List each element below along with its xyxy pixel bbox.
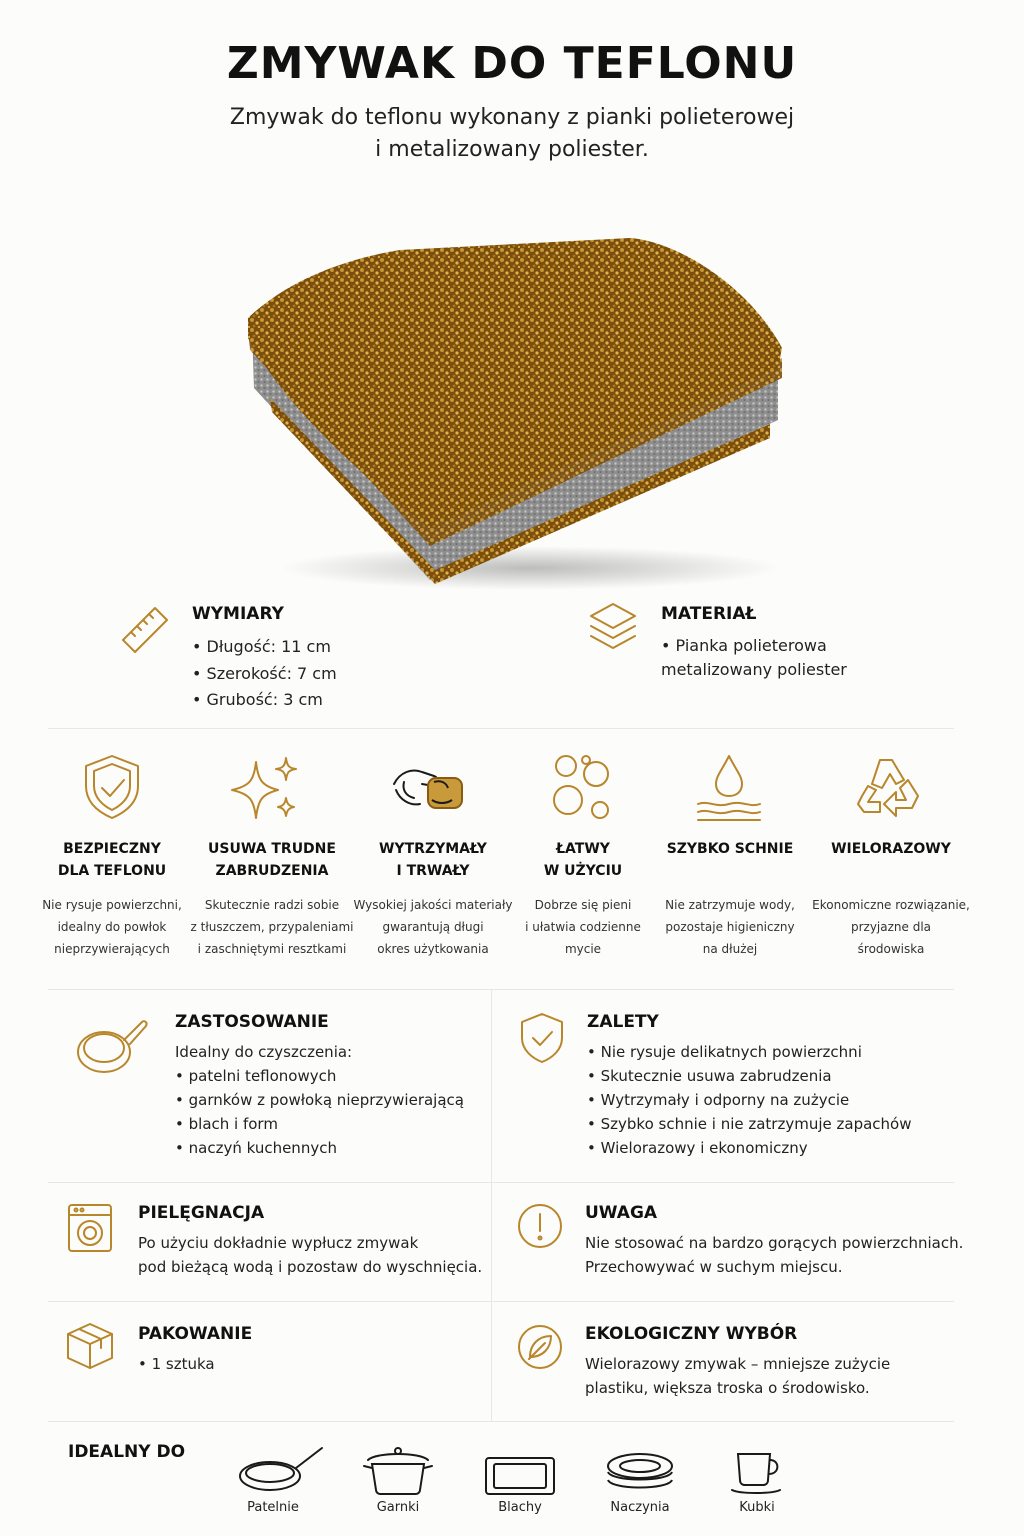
bubbles-icon — [548, 752, 618, 824]
advantages-title: ZALETY — [587, 1012, 659, 1032]
ideal-item-label: Patelnie — [247, 1500, 299, 1515]
eco-title: EKOLOGICZNY WYBÓR — [585, 1324, 798, 1344]
hand-sponge-icon — [390, 760, 468, 820]
feature-durable: WYTRZYMAŁY I TRWAŁY Wysokiej jakości materiały gwarantują długi okres użytkowania — [353, 841, 513, 956]
ideal-item-label: Blachy — [498, 1500, 542, 1515]
dimension-item: • Długość: 11 cm — [192, 634, 337, 661]
recycle-icon — [852, 752, 930, 824]
eco-desc: Wielorazowy zmywak – mniejsze zużycie plastiku, większa troska o środowisko. — [585, 1355, 891, 1397]
shield-check-icon — [80, 752, 144, 822]
dimensions-list — [192, 634, 337, 714]
washing-machine-icon — [66, 1202, 114, 1254]
usage-list: Idealny do czyszczenia: • patelni teflonowych • garnków z powłoką nieprzywierającą • blach i form • naczyń kuchennych — [175, 1040, 464, 1160]
pan-icon — [74, 1014, 150, 1078]
dimensions-title: WYMIARY — [192, 604, 284, 624]
warning-desc: Nie stosować na bardzo gorących powierzchniach. Przechowywać w suchym miejscu. — [585, 1234, 964, 1276]
material-title: MATERIAŁ — [661, 604, 757, 624]
divider — [48, 989, 954, 990]
baking-tray-icon — [484, 1456, 556, 1496]
packaging-list: • 1 sztuka — [138, 1352, 215, 1376]
care-title: PIELĘGNACJA — [138, 1203, 265, 1223]
ruler-icon — [115, 598, 175, 658]
divider — [48, 1421, 954, 1422]
packaging-title: PAKOWANIE — [138, 1324, 253, 1344]
advantages-list: • Nie rysuje delikatnych powierzchni • Skutecznie usuwa zabrudzenia • Wytrzymały i odporny na zużycie • Szybko schnie i nie zatrzymuje zapachów • Wielorazowy i ekonomiczny — [587, 1040, 912, 1160]
water-drop-icon — [692, 752, 766, 822]
ideal-item-label: Garnki — [376, 1500, 420, 1515]
layers-icon — [585, 598, 641, 654]
page-title: ZMYWAK DO TEFLONU — [226, 38, 798, 89]
feature-removes-dirt: USUWA TRUDNE ZABRUDZENIA Skutecznie radzi sobie z tłuszczem, przypaleniami i zaschniętymi resztkami — [190, 841, 354, 956]
warning-title: UWAGA — [585, 1203, 658, 1223]
sparkles-icon — [228, 754, 300, 824]
feature-easy-use: ŁATWY W UŻYCIU Dobrze się pieni i ułatwia codzienne mycie — [525, 841, 641, 956]
ideal-title: IDEALNY DO — [68, 1442, 186, 1462]
plates-icon — [604, 1450, 676, 1496]
ideal-item-label: Kubki — [739, 1500, 775, 1515]
material-desc: • Pianka polieterowa metalizowany poliester — [661, 634, 847, 682]
ideal-item-label: Naczynia — [610, 1500, 670, 1515]
divider — [48, 1301, 954, 1302]
leaf-icon — [515, 1322, 565, 1372]
feature-reusable: WIELORAZOWY Ekonomiczne rozwiązanie, przyjazne dla środowiska — [812, 841, 970, 956]
care-desc: Po użyciu dokładnie wypłucz zmywak pod bieżącą wodą i pozostaw do wyschnięcia. — [138, 1234, 483, 1276]
feature-quick-dry: SZYBKO SCHNIE Nie zatrzymuje wody, pozostaje higieniczny na dłużej — [665, 841, 795, 956]
feature-safe-teflon: BEZPIECZNY DLA TEFLONU Nie rysuje powierzchni, idealny do powłok nieprzywierających — [42, 841, 182, 956]
frying-pan-icon — [236, 1442, 328, 1496]
dimension-item: • Szerokość: 7 cm — [192, 661, 337, 688]
usage-title: ZASTOSOWANIE — [175, 1012, 329, 1032]
exclamation-icon — [515, 1201, 565, 1251]
dimension-item: • Grubość: 3 cm — [192, 687, 337, 714]
divider — [48, 1182, 954, 1183]
sponge-image — [230, 228, 800, 598]
box-icon — [64, 1320, 116, 1372]
cup-icon — [730, 1450, 790, 1496]
page-subtitle: Zmywak do teflonu wykonany z pianki polieterowej i metalizowany poliester. — [229, 105, 795, 162]
shield-check-icon — [516, 1010, 568, 1066]
divider-vertical — [491, 990, 492, 1422]
divider — [48, 728, 954, 729]
pot-icon — [362, 1444, 434, 1496]
